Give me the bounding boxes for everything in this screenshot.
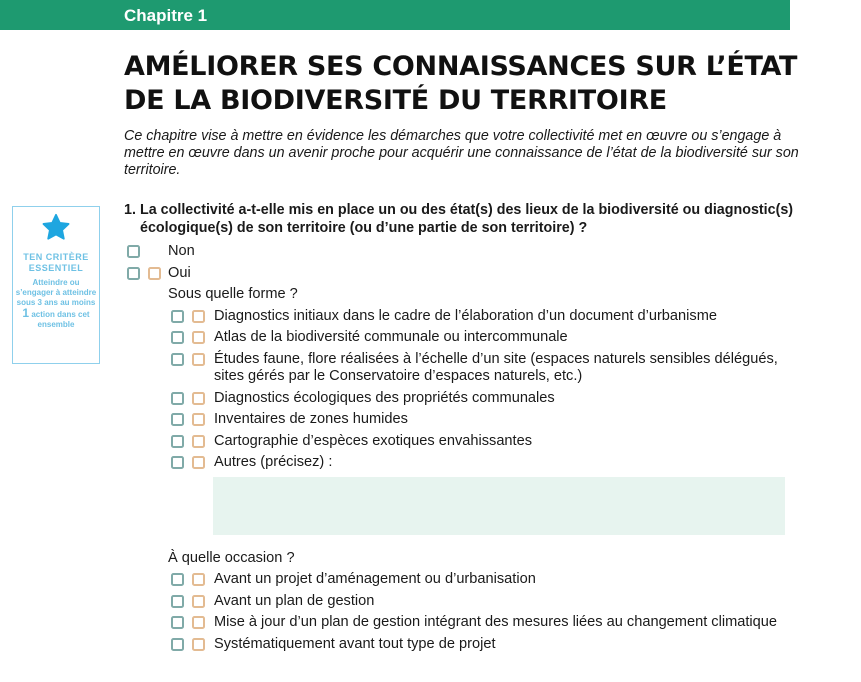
chapter-header-bar: [0, 0, 790, 30]
answer-non-label: Non: [168, 243, 195, 259]
checkbox-occasion-3-teal[interactable]: [171, 616, 184, 629]
checkbox-forme-2-teal[interactable]: [171, 331, 184, 344]
checkbox-occasion-2-teal[interactable]: [171, 595, 184, 608]
checkbox-non[interactable]: [127, 245, 140, 258]
checkbox-forme-5-teal[interactable]: [171, 413, 184, 426]
occasion-option-1: Avant un projet d’aménagement ou d’urbanisation: [214, 571, 536, 587]
forme-option-5: Inventaires de zones humides: [214, 411, 408, 427]
forme-option-7: Autres (précisez) :: [214, 454, 333, 470]
checkbox-oui-teal[interactable]: [127, 267, 140, 280]
checkbox-forme-1-orange[interactable]: [192, 310, 205, 323]
forme-option-1: Diagnostics initiaux dans le cadre de l’élaboration d’un document d’urbanisme: [214, 308, 717, 324]
checkbox-forme-5-orange[interactable]: [192, 413, 205, 426]
badge-title: TEN CRITÈRE ESSENTIEL: [23, 252, 89, 273]
checkbox-occasion-2-orange[interactable]: [192, 595, 205, 608]
checkbox-forme-1-teal[interactable]: [171, 310, 184, 323]
occasion-option-3: Mise à jour d’un plan de gestion intégrant des mesures liées au changement climatique: [214, 614, 777, 630]
checkbox-occasion-3-orange[interactable]: [192, 616, 205, 629]
ten-criteria-badge: [12, 206, 100, 364]
forme-option-6: Cartographie d’espèces exotiques envahissantes: [214, 433, 533, 449]
checkbox-forme-6-orange[interactable]: [192, 435, 205, 448]
checkbox-forme-3-teal[interactable]: [171, 353, 184, 366]
chapter-label: Chapitre 1: [124, 6, 208, 25]
occasion-option-4: Systématiquement avant tout type de projet: [214, 636, 496, 652]
checkbox-forme-2-orange[interactable]: [192, 331, 205, 344]
question-text: La collectivité a-t-elle mis en place un ou des état(s) des lieux de la biodiversité ou diagnostic(s) écologique(s) de son territoire (ou d’une partie de son territoire) ?: [140, 202, 794, 236]
page-title: AMÉLIORER SES CONNAISSANCES SUR L’ÉTAT DE LA BIODIVERSITÉ DU TERRITOIRE: [124, 51, 798, 116]
occasion-option-2: Avant un plan de gestion: [214, 593, 375, 609]
checkbox-forme-3-orange[interactable]: [192, 353, 205, 366]
answer-oui-label: Oui: [168, 265, 191, 281]
checkbox-forme-7-teal[interactable]: [171, 456, 184, 469]
checkbox-forme-4-orange[interactable]: [192, 392, 205, 405]
star-icon: [41, 213, 71, 241]
forme-option-3: Études faune, flore réalisées à l’échelle d’un site (espaces naturels sensibles délégués, sites gérés par le Conservatoire d’espaces naturels, etc.): [214, 351, 778, 384]
checkbox-oui-orange[interactable]: [148, 267, 161, 280]
forme-label: Sous quelle forme ?: [168, 286, 298, 302]
checkbox-occasion-4-teal[interactable]: [171, 638, 184, 651]
checkbox-occasion-1-orange[interactable]: [192, 573, 205, 586]
badge-description: [13, 278, 99, 330]
checkbox-occasion-4-orange[interactable]: [192, 638, 205, 651]
forme-option-4: Diagnostics écologiques des propriétés communales: [214, 390, 555, 406]
badge-text-after: action dans cet ensemble: [31, 310, 90, 329]
chapter-intro: Ce chapitre vise à mettre en évidence les démarches que votre collectivité met en œuvre ou s’engage à mettre en œuvre dans un avenir proche pour acquérir une connaissance de l’état de la biodiversité sur son territoire.: [124, 128, 799, 178]
checkbox-occasion-1-teal[interactable]: [171, 573, 184, 586]
checkbox-forme-4-teal[interactable]: [171, 392, 184, 405]
checkbox-forme-7-orange[interactable]: [192, 456, 205, 469]
occasion-label: À quelle occasion ?: [168, 550, 295, 566]
badge-text-before: Atteindre ou s’engager à atteindre sous 3 ans au moins: [15, 278, 97, 307]
checkbox-forme-6-teal[interactable]: [171, 435, 184, 448]
badge-number: 1: [22, 306, 30, 320]
forme-option-2: Atlas de la biodiversité communale ou intercommunale: [214, 329, 568, 345]
question-1: [124, 201, 804, 237]
other-precision-field[interactable]: [213, 477, 785, 535]
question-number: 1.: [124, 202, 136, 218]
